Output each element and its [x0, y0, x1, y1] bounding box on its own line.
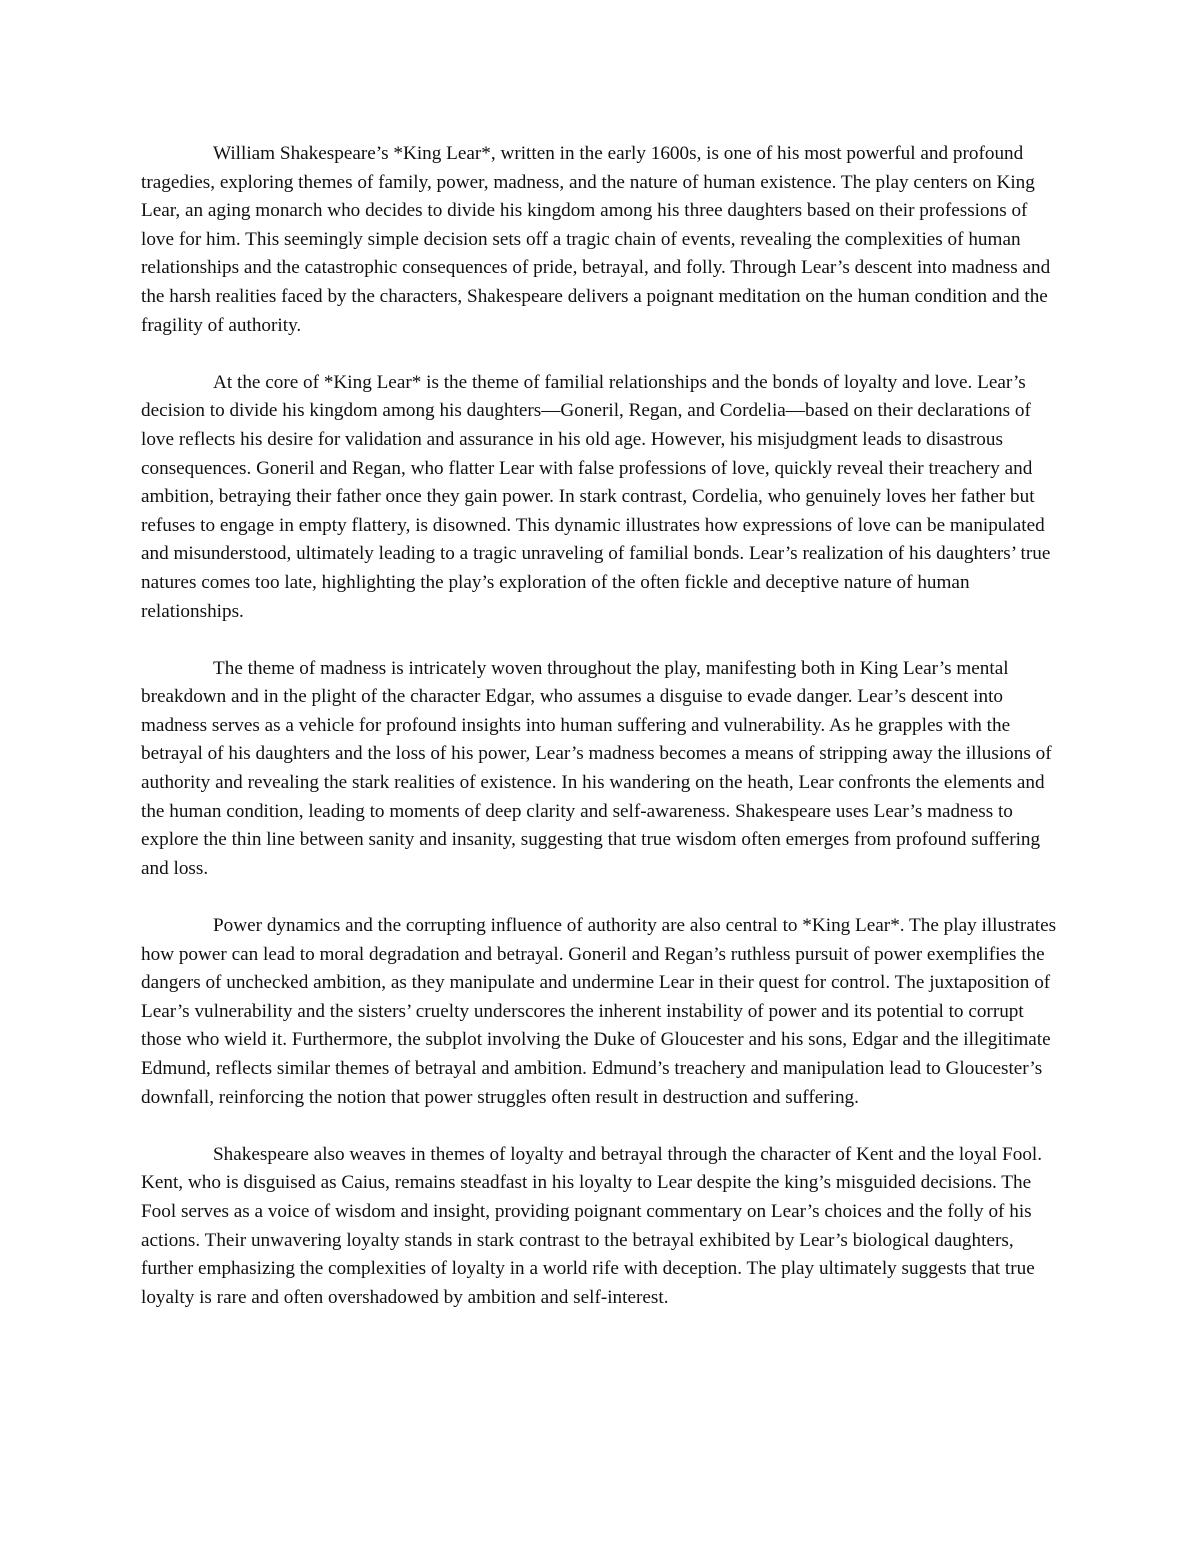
paragraph-introduction: William Shakespeare’s *King Lear*, written in the early 1600s, is one of his most powerful and profound tragedies, exploring themes of family, power, madness, and the nature of human existence. The play centers on King Lear, an aging monarch who decides to divide his kingdom among his three daughters based on their professions of love for him. This seemingly simple decision sets off a tragic chain of events, revealing the complexities of human relationships and the catastrophic consequences of pride, betrayal, and folly. Through Lear’s descent into madness and the harsh realities faced by the characters, Shakespeare delivers a poignant meditation on the human condition and the fragility of authority.: [141, 143, 1051, 336]
paragraph-madness: The theme of madness is intricately woven throughout the play, manifesting both in King Lear’s mental breakdown and in the plight of the character Edgar, who assumes a disguise to evade danger. Lear’s descent into madness serves as a vehicle for profound insights into human suffering and vulnerability. As he grapples with the betrayal of his daughters and the loss of his power, Lear’s madness becomes a means of stripping away the illusions of authority and revealing the stark realities of existence. In his wandering on the heath, Lear confronts the elements and the human condition, leading to moments of deep clarity and self-awareness. Shakespeare uses Lear’s madness to explore the thin line between sanity and insanity, suggesting that true wisdom often emerges from profound suffering and loss.: [141, 657, 1052, 879]
paragraph-loyalty-betrayal: Shakespeare also weaves in themes of loyalty and betrayal through the character of Kent and the loyal Fool. Kent, who is disguised as Caius, remains steadfast in his loyalty to Lear despite the king’s misguided decisions. The Fool serves as a voice of wisdom and insight, providing poignant commentary on Lear’s choices and the folly of his actions. Their unwavering loyalty stands in stark contrast to the betrayal exhibited by Lear’s biological daughters, further emphasizing the complexities of loyalty in a world rife with deception. The play ultimately suggests that true loyalty is rare and often overshadowed by ambition and self-interest.: [141, 1143, 1043, 1308]
paragraph-familial-relationships: At the core of *King Lear* is the theme of familial relationships and the bonds of loyalty and love. Lear’s decision to divide his kingdom among his daughters—Goneril, Regan, and Cordelia—based on their declarations of love reflects his desire for validation and assurance in his old age. However, his misjudgment leads to disastrous consequences. Goneril and Regan, who flatter Lear with false professions of love, quickly reveal their treachery and ambition, betraying their father once they gain power. In stark contrast, Cordelia, who genuinely loves her father but refuses to engage in empty flattery, is disowned. This dynamic illustrates how expressions of love can be manipulated and misunderstood, ultimately leading to a tragic unraveling of familial bonds. Lear’s realization of his daughters’ true natures comes too late, highlighting the play’s exploration of the often fickle and deceptive nature of human relationships.: [141, 371, 1051, 622]
document-body: [141, 140, 1061, 1312]
paragraph-power-dynamics: Power dynamics and the corrupting influence of authority are also central to *King Lear*. The play illustrates how power can lead to moral degradation and betrayal. Goneril and Regan’s ruthless pursuit of power exemplifies the dangers of unchecked ambition, as they manipulate and undermine Lear in their quest for control. The juxtaposition of Lear’s vulnerability and the sisters’ cruelty underscores the inherent instability of power and its potential to corrupt those who wield it. Furthermore, the subplot involving the Duke of Gloucester and his sons, Edgar and the illegitimate Edmund, reflects similar themes of betrayal and ambition. Edmund’s treachery and manipulation lead to Gloucester’s downfall, reinforcing the notion that power struggles often result in destruction and suffering.: [141, 915, 1057, 1108]
